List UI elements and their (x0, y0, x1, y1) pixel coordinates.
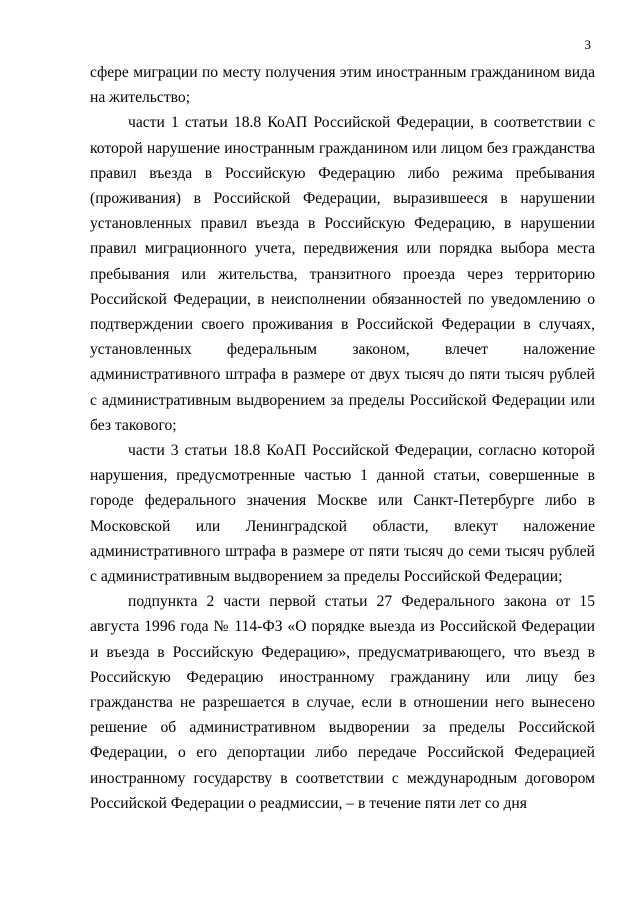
paragraph-part3-article-18-8: части 3 статьи 18.8 КоАП Российской Федерации, согласно которой нарушения, предусмотренные частью 1 данной статьи, совершенные в городе федерального значения Москве или Санкт-Петербурге либо в Московской или Ленинградской области, влекут наложение административного штрафа в размере от пяти тысяч до семи тысяч рублей с административным выдворением за пределы Российской Федерации; (90, 442, 595, 586)
paragraph-part1-article-18-8: части 1 статьи 18.8 КоАП Российской Федерации, в соответствии с которой нарушение иностранным гражданином или лицом без гражданства правил въезда в Российскую Федерацию либо режима пребывания (проживания) в Российской Федерации, выразившееся в нарушении установленных правил въезда в Российскую Федерацию, в нарушении правил миграционного учета, передвижения или порядка выбора места пребывания или жительства, транзитного проезда через территорию Российской Федерации, в неисполнении обязанностей по уведомлению о подтверждении своего проживания в Российской Федерации в случаях, установленных федеральным законом, влечет наложение административного штрафа в размере от двух тысяч до пяти тысяч рублей с административным выдворением за пределы Российской Федерации или без такового; (90, 114, 595, 434)
page-number: 3 (584, 37, 591, 52)
paragraph-subpoint2-article-27: подпункта 2 части первой статьи 27 Федерального закона от 15 августа 1996 года № 114-ФЗ «О порядке выезда из Российской Федерации и въезда в Российскую Федерацию», предусматривающего, что въезд в Российскую Федерацию иностранному гражданину или лицу без гражданства не разрешается в случае, если в отношении него вынесено решение об административном выдворении за пределы Российской Федерации, о его депортации либо передаче Российской Федерацией иностранному государству в соответствии с международным договором Российской Федерации о реадмиссии, – в течение пяти лет со дня (90, 593, 595, 812)
document-body (90, 60, 595, 816)
paragraph-continuation: сфере миграции по месту получения этим иностранным гражданином вида на жительство; (90, 64, 595, 107)
